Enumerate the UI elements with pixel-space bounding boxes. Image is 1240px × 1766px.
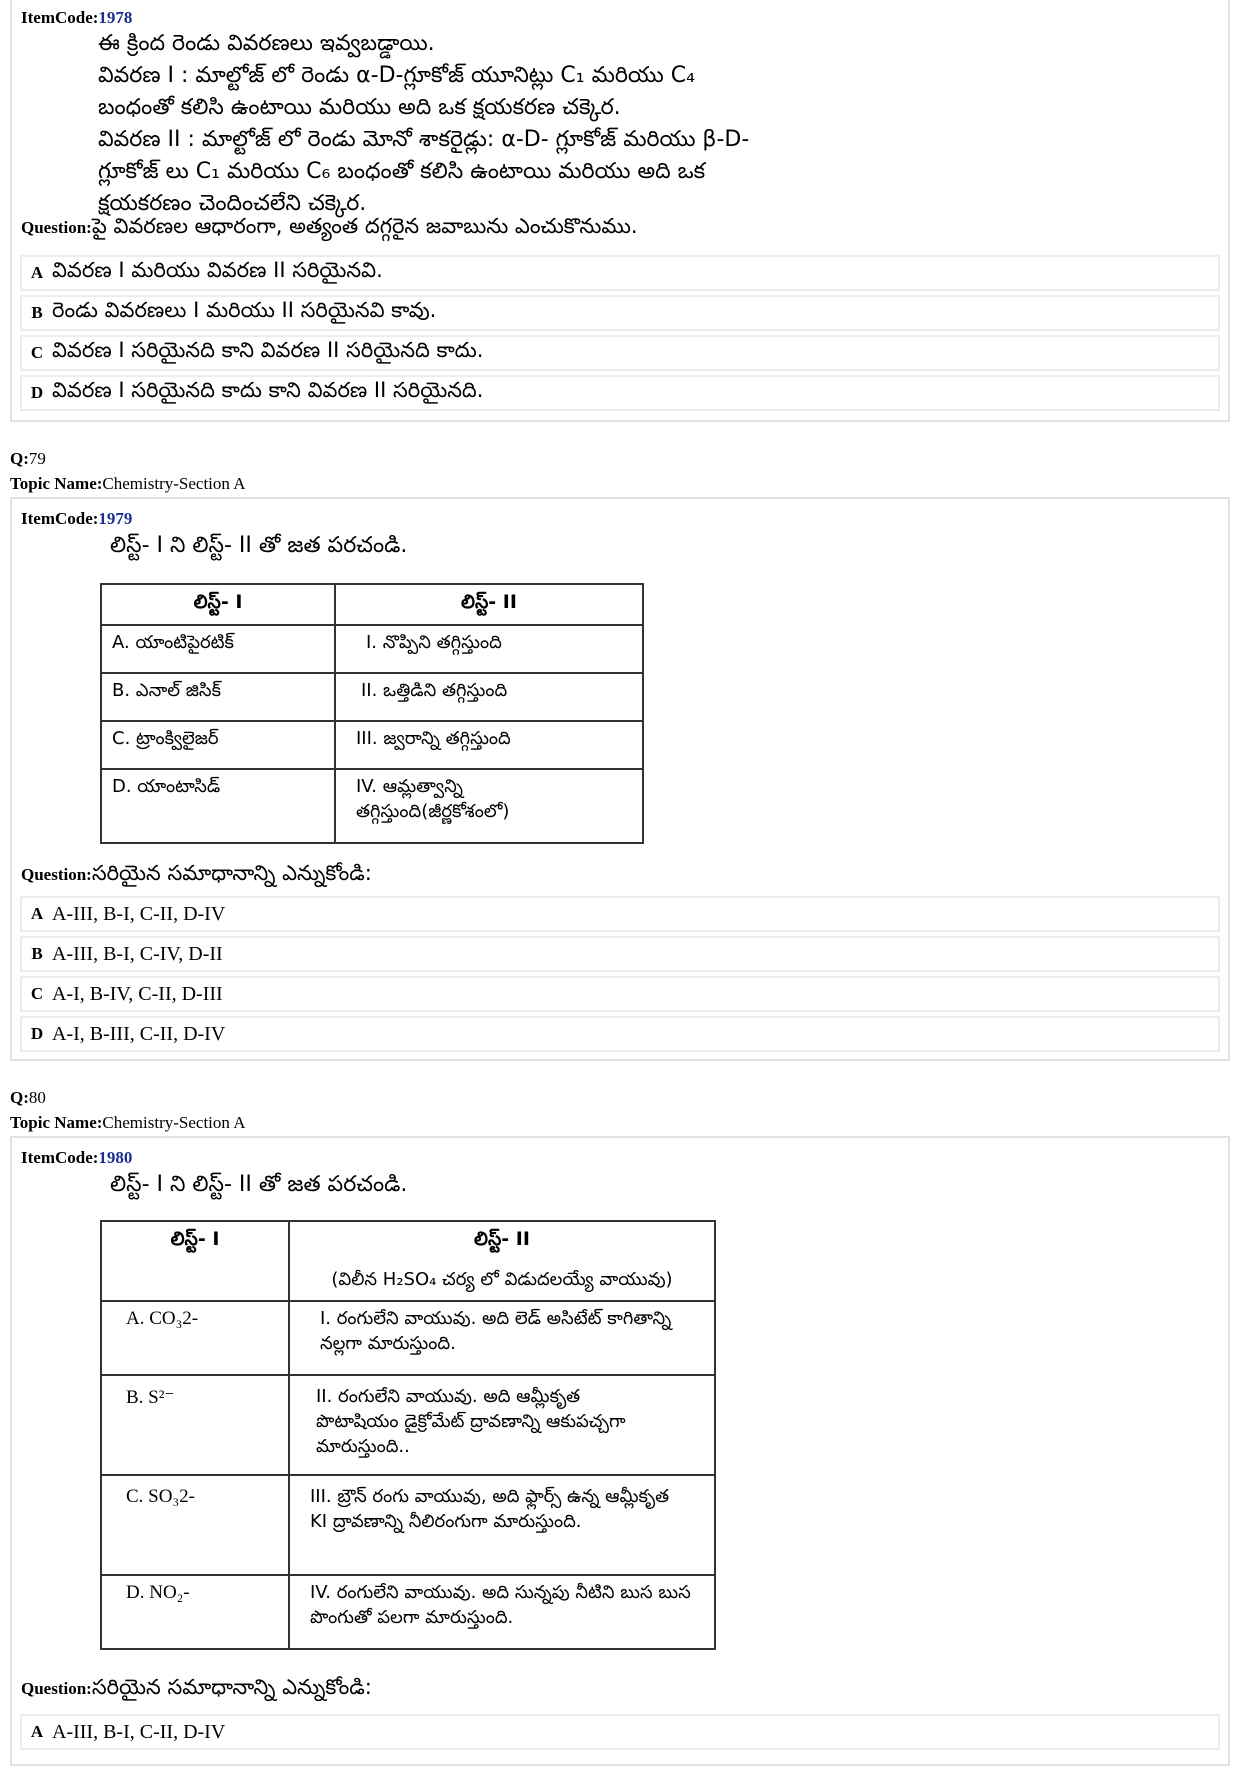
question-number: Q:79 <box>10 449 46 468</box>
question-number: Q:80 <box>10 1088 46 1107</box>
option-d[interactable] <box>20 1016 1220 1052</box>
question-block-79 <box>10 497 1230 1061</box>
option-b[interactable] <box>20 295 1220 331</box>
option-text: A-III, B-I, C-II, D-IV <box>52 902 226 925</box>
option-text: వివరణ I సరియైనది కాదు కాని వివరణ II సరియైనది. <box>52 378 484 402</box>
table-cell: II. ఒత్తిడిని తగ్గిస్తుంది <box>335 673 643 721</box>
table-cell: D. NO₂- <box>101 1575 289 1649</box>
option-a[interactable] <box>20 255 1220 291</box>
question-block-80 <box>10 1136 1230 1766</box>
table-cell: III. జ్వరాన్ని తగ్గిస్తుంది <box>335 721 643 769</box>
match-table <box>100 1220 716 1650</box>
item-code-number: 1978 <box>98 8 133 27</box>
statement <box>98 28 749 220</box>
option-letter: A <box>30 904 44 923</box>
item-code: ItemCode:1978 <box>21 8 133 27</box>
list2-header: లిస్ట్- II <box>474 1228 530 1250</box>
item-code: ItemCode:1979 <box>21 509 133 528</box>
table-cell: A. యాంటిపైరటిక్ <box>101 625 335 673</box>
instruction: లిస్ట్- I ని లిస్ట్- II తో జత పరచండి. <box>110 533 408 558</box>
option-letter: D <box>30 1024 44 1043</box>
option-letter: C <box>30 343 44 362</box>
list1-header: లిస్ట్- I <box>101 1221 289 1301</box>
table-cell: B. S²⁻ <box>101 1375 289 1475</box>
option-text: A-III, B-I, C-II, D-IV <box>52 1720 226 1743</box>
list2-header: లిస్ట్- II <box>335 584 643 625</box>
table-cell: D. యాంటాసిడ్ <box>101 769 335 843</box>
table-cell: IV. ఆమ్లత్వాన్ని తగ్గిస్తుంది(జీర్ణకోశంలో) <box>335 769 643 843</box>
item-code-number: 1979 <box>98 509 133 528</box>
option-d[interactable] <box>20 375 1220 411</box>
question-prompt: Question:పై వివరణల ఆధారంగా, అత్యంత దగ్గరైన జవాబును ఎంచుకొనుము. <box>21 214 638 238</box>
table-cell: B. ఎనాల్ జిసిక్ <box>101 673 335 721</box>
table-cell: C. ట్రాంక్విలైజర్ <box>101 721 335 769</box>
question-prompt: Question:సరియైన సమాధానాన్ని ఎన్నుకోండి: <box>21 861 372 885</box>
option-c[interactable] <box>20 335 1220 371</box>
table-cell: II. రంగులేని వాయువు. అది ఆమ్లీకృత పొటాషియం డైక్రోమేట్ ద్రావణాన్ని ఆకుపచ్చగా మారుస్తుంది.. <box>289 1375 715 1475</box>
option-text: A-III, B-I, C-IV, D-II <box>52 942 223 965</box>
option-letter: B <box>31 303 43 322</box>
topic-name: Topic Name:Chemistry-Section A <box>10 1113 246 1132</box>
option-a[interactable] <box>20 896 1220 932</box>
statement-line: ఈ క్రింద రెండు వివరణలు ఇవ్వబడ్డాయి. <box>98 31 435 56</box>
table-cell: C. SO₃2- <box>101 1475 289 1575</box>
item-code-number: 1980 <box>98 1148 133 1167</box>
statement-line: గ్లూకోజ్ లు C₁ మరియు C₆ బంధంతో కలిసి ఉంటాయి మరియు అది ఒక <box>98 159 706 184</box>
option-letter: C <box>30 984 44 1003</box>
table-cell: III. బ్రౌన్ రంగు వాయువు, అది ఫ్లార్స్ ఉన్న ఆమ్లీకృత KI ద్రావణాన్ని నీలిరంగుగా మారుస్తుంది. <box>289 1475 715 1575</box>
question-block-78 <box>10 0 1230 422</box>
statement-line: వివరణ I : మాల్టోజ్ లో రెండు α-D-గ్లూకోజ్ యూనిట్లు C₁ మరియు C₄ <box>98 63 695 88</box>
option-text: వివరణ I మరియు వివరణ II సరియైనవి. <box>52 258 383 282</box>
question-prompt: Question:సరియైన సమాధానాన్ని ఎన్నుకోండి: <box>21 1675 372 1699</box>
instruction: లిస్ట్- I ని లిస్ట్- II తో జత పరచండి. <box>110 1172 408 1197</box>
option-c[interactable] <box>20 976 1220 1012</box>
item-code: ItemCode:1980 <box>21 1148 133 1167</box>
list1-header: లిస్ట్- I <box>101 584 335 625</box>
statement-line: వివరణ II : మాల్టోజ్ లో రెండు మోనో శాకరైడ్లు: α-D- గ్లూకోజ్ మరియు β-D- <box>98 127 750 152</box>
option-letter: D <box>30 383 44 402</box>
table-cell: A. CO₃2- <box>101 1301 289 1375</box>
list2-header-cell <box>289 1221 715 1301</box>
match-table <box>100 583 644 844</box>
option-text: A-I, B-III, C-II, D-IV <box>52 1022 226 1045</box>
option-text: రెండు వివరణలు I మరియు II సరియైనవి కావు. <box>52 298 437 322</box>
question-text: సరియైన సమాధానాన్ని ఎన్నుకోండి: <box>91 861 372 885</box>
option-letter: B <box>31 944 43 963</box>
option-letter: A <box>30 1722 44 1741</box>
option-text: A-I, B-IV, C-II, D-III <box>52 982 223 1005</box>
table-cell: I. నొప్పిని తగ్గిస్తుంది <box>335 625 643 673</box>
option-text: వివరణ I సరియైనది కాని వివరణ II సరియైనది కాదు. <box>52 338 484 362</box>
option-b[interactable] <box>20 936 1220 972</box>
option-letter: A <box>30 263 44 282</box>
statement-line: క్షయకరణం చెందించలేని చక్కెర. <box>98 191 367 216</box>
statement-line: బంధంతో కలిసి ఉంటాయి మరియు అది ఒక క్షయకరణ చక్కెర. <box>98 95 621 120</box>
table-cell: I. రంగులేని వాయువు. అది లెడ్ అసిటేట్ కాగితాన్ని నల్లగా మారుస్తుంది. <box>289 1301 715 1375</box>
question-text: సరియైన సమాధానాన్ని ఎన్నుకోండి: <box>91 1675 372 1699</box>
option-a[interactable] <box>20 1714 1220 1750</box>
list2-subheader: (విలీన H₂SO₄ చర్య లో విడుదలయ్యే వాయువు) <box>331 1269 673 1290</box>
question-text: పై వివరణల ఆధారంగా, అత్యంత దగ్గరైన జవాబును ఎంచుకొనుము. <box>91 214 638 238</box>
topic-name: Topic Name:Chemistry-Section A <box>10 474 246 493</box>
table-cell: IV. రంగులేని వాయువు. అది సున్నపు నీటిని బుస బుస పొంగుతో పలగా మారుస్తుంది. <box>289 1575 715 1649</box>
